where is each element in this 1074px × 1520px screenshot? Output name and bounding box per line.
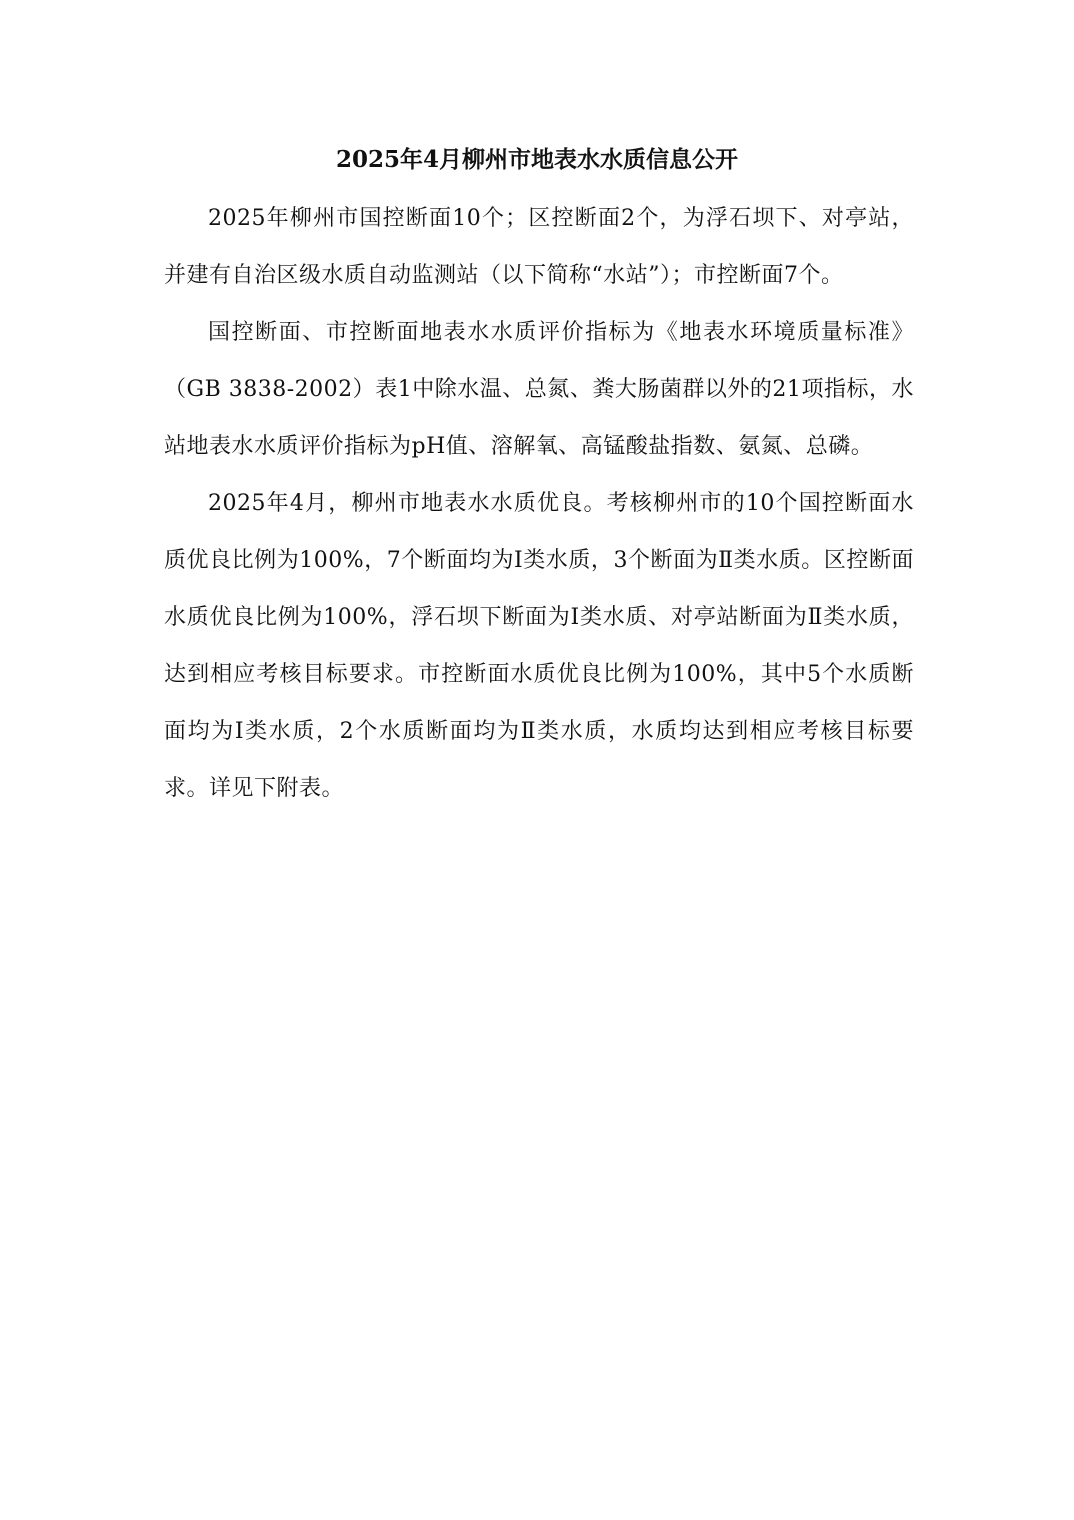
paragraph-monitoring-sections: 2025年柳州市国控断面10个；区控断面2个，为浮石坝下、对亭站，并建有自治区级水质自动监测站（以下简称“水站”）；市控断面7个。 (164, 206, 914, 288)
document-body (164, 190, 914, 817)
document-title: 2025年4月柳州市地表水水质信息公开 (335, 146, 739, 173)
paragraph-water-quality-results: 2025年4月，柳州市地表水水质优良。考核柳州市的10个国控断面水质优良比例为100%，7个断面均为Ⅰ类水质，3个断面为Ⅱ类水质。区控断面水质优良比例为100%，浮石坝下断面为Ⅰ类水质、对亭站断面为Ⅱ类水质，达到相应考核目标要求。市控断面水质优良比例为100%，其中5个水质断面均为Ⅰ类水质，2个水质断面均为Ⅱ类水质，水质均达到相应考核目标要求。详见下附表。 (164, 491, 914, 801)
paragraph-evaluation-indicators: 国控断面、市控断面地表水水质评价指标为《地表水环境质量标准》（GB 3838-2002）表1中除水温、总氮、粪大肠菌群以外的21项指标，水站地表水水质评价指标为pH值、溶解氧、高锰酸盐指数、氨氮、总磷。 (164, 320, 914, 459)
